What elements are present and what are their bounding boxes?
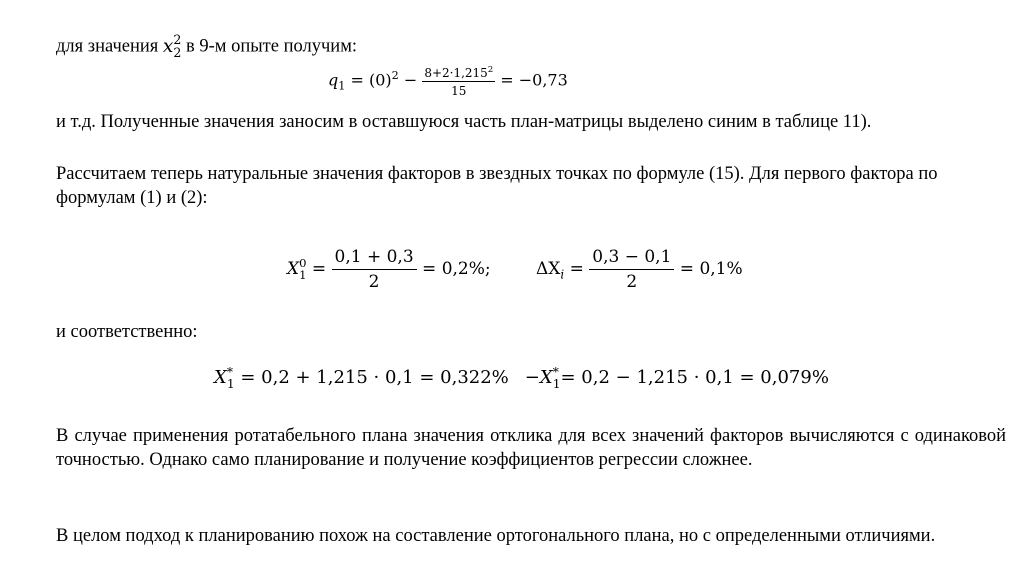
equation-x1-star-minus: −X * 1 = 0,2 − 1,215 · 0,1 = 0,079% bbox=[524, 365, 829, 392]
equation-delta-x: $\Delta X_i$ = $\frac{0,3 - 0,1}{2}$ = 0,1% bbox=[536, 247, 743, 292]
intro-line bbox=[56, 34, 357, 59]
equation-x1-zero: X 0 1 = $\frac{0,1 + 0,3}{2}$ = 0,2%; bbox=[287, 247, 491, 292]
intro-text-after: в 9-м опыте получим: bbox=[181, 36, 358, 57]
paragraph-rotatable-plan: В случае применения ротатабельного плана значения отклика для всех значений факторов вычисляются с одинаковой точностью. Однако само планирование и получение коэффициентов регрессии сложнее. bbox=[56, 426, 1006, 470]
paragraph-table-note: и т.д. Полученные значения заносим в оставшуюся часть план-матрицы выделено синим в таблице 11). bbox=[56, 112, 872, 132]
equation-x1-star bbox=[214, 366, 829, 390]
intro-variable: x 2 2 bbox=[162, 32, 182, 60]
intro-text-before: для значения bbox=[56, 36, 163, 57]
paragraph-accordingly: и соответственно: bbox=[56, 322, 198, 342]
paragraph-star-points: Рассчитаем теперь натуральные значения факторов в звездных точках по формуле (15). Для первого фактора по формулам (1) и (2): bbox=[56, 164, 938, 208]
paragraph-general-approach: В целом подход к планированию похож на составление ортогонального плана, но с определенными отличиями. bbox=[56, 526, 936, 546]
equation-x1-star-plus: X * 1 = 0,2 + 1,215 · 0,1 = 0,322% bbox=[214, 365, 509, 392]
equation-q1: $q_1 = (0)^2$ − $\frac{8+2\cdot 1,215^2}{15}$ = −0,73 bbox=[328, 64, 568, 98]
